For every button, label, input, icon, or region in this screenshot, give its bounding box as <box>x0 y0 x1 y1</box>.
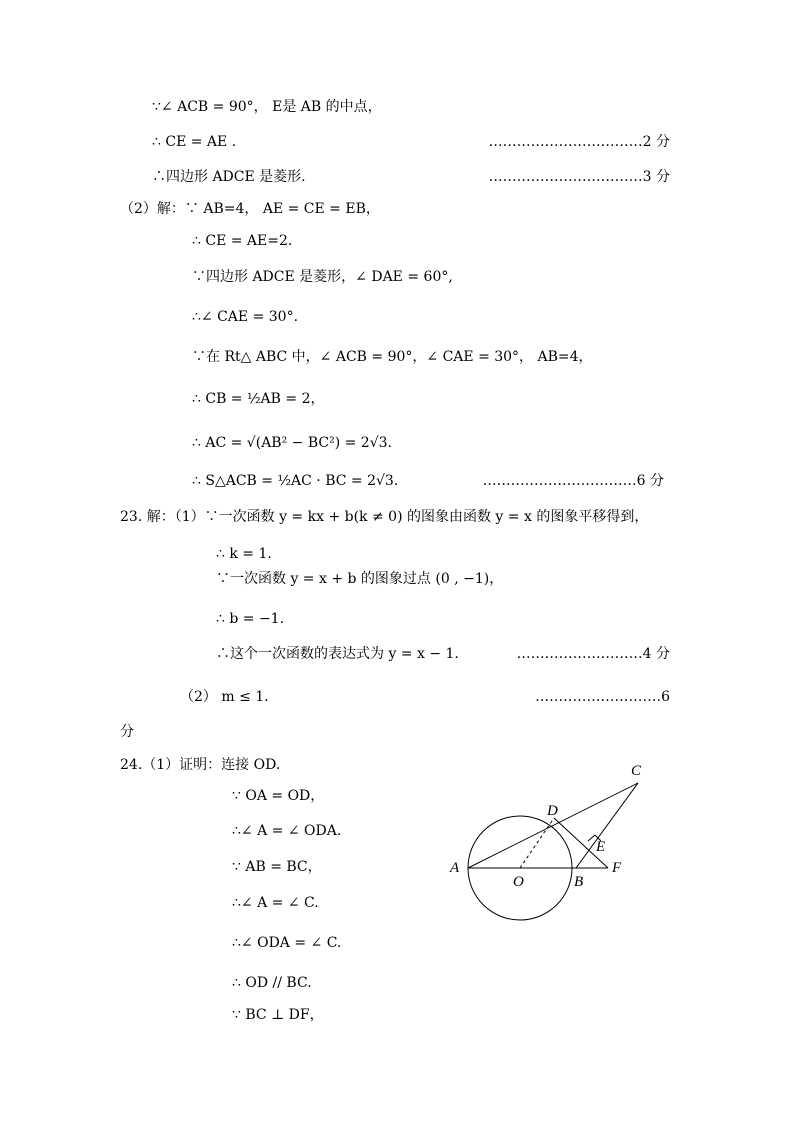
segment-ac <box>468 783 638 868</box>
text-line: ∴ CE = AE=2. <box>192 233 293 249</box>
geometry-figure <box>440 755 660 935</box>
segment-od-dashed <box>520 818 554 868</box>
text-line: ∵一次函数 y = x + b 的图象过点 (0 , −1)， <box>216 571 504 587</box>
label-c: C <box>631 763 642 779</box>
label-d: D <box>547 803 558 819</box>
text-line: ∴ AC = √(AB² − BC²) = 2√3. <box>192 435 392 451</box>
score-marker: ………………………4 分 <box>516 646 670 662</box>
text-line: ∴∠ A = ∠ ODA. <box>232 823 342 839</box>
text-line: ∴∠ CAE = 30°. <box>192 309 299 325</box>
text-line: ∴四边形 ADCE 是菱形. <box>152 169 306 185</box>
score-marker: ……………………………3 分 <box>488 169 670 185</box>
label-e: E <box>596 839 606 855</box>
text-line: ∴∠ ODA = ∠ C. <box>232 935 342 951</box>
text-line: （2） m ≤ 1. <box>180 689 269 705</box>
text-line: ∴ OD // BC. <box>232 975 312 991</box>
text-line: 24.（1）证明：连接 OD. <box>120 757 281 773</box>
text-line: （2）解：∵ AB=4， AE = CE = EB， <box>120 201 380 217</box>
text-line: ∵在 Rt△ ABC 中，∠ ACB = 90°，∠ CAE = 30°， AB=4， <box>192 349 593 365</box>
text-line: 23. 解：（1）∵一次函数 y = kx + b(k ≠ 0) 的图象由函数 y = x 的图象平移得到， <box>120 509 649 525</box>
label-b: B <box>574 874 584 890</box>
score-marker: ………………………6 <box>535 689 670 705</box>
text-line: ∵四边形 ADCE 是菱形，∠ DAE = 60°, <box>192 269 453 285</box>
segment-bc <box>576 783 638 868</box>
label-a: A <box>450 860 460 876</box>
text-line: ∴ CE = AE . <box>152 134 237 150</box>
score-marker: ……………………………2 分 <box>488 134 670 150</box>
text-line: ∵ BC ⊥ DF， <box>232 1007 324 1023</box>
text-line: ∵ OA = OD， <box>232 788 325 804</box>
text-line: ∴∠ A = ∠ C. <box>232 895 319 911</box>
label-f: F <box>612 860 622 876</box>
text-line: ∴ S△ACB = ½AC · BC = 2√3. <box>192 473 399 489</box>
text-line: 分 <box>120 724 134 740</box>
label-o: O <box>513 874 524 890</box>
text-line: ∵∠ ACB = 90°， E是 AB 的中点， <box>152 99 382 115</box>
text-line: ∴这个一次函数的表达式为 y = x − 1. <box>216 646 459 662</box>
text-line: ∴ k = 1. <box>216 546 272 562</box>
text-line: ∵ AB = BC， <box>232 859 322 875</box>
score-marker: ……………………………6 分 <box>482 473 664 489</box>
text-line: ∴ CB = ½AB = 2， <box>192 391 325 407</box>
text-line: ∴ b = −1. <box>216 611 285 627</box>
